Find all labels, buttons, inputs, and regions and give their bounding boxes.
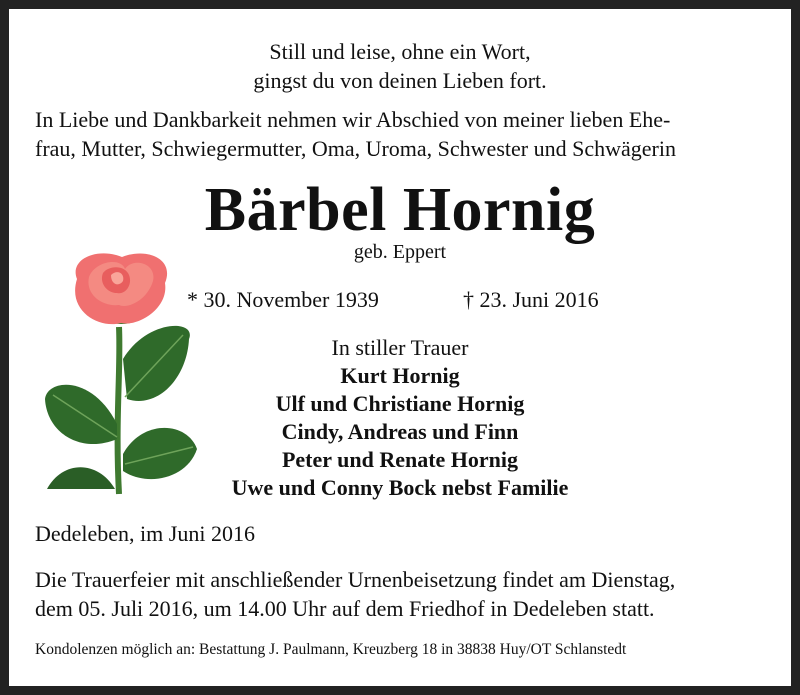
mourner-name: Uwe und Conny Bock nebst Familie (231, 475, 569, 500)
mourners-heading: In stiller Trauer (331, 335, 469, 360)
intro-line-1: In Liebe und Dankbarkeit nehmen wir Abschied von meiner lieben Ehe- (35, 107, 671, 132)
deceased-name: Bärbel Hornig (204, 176, 596, 244)
place-date: Dedeleben, im Juni 2016 (35, 521, 255, 546)
mourner-name: Peter und Renate Hornig (281, 447, 519, 472)
poem-line-1: Still und leise, ohne ein Wort, (269, 39, 531, 64)
poem-line-2: gingst du von deinen Lieben fort. (253, 68, 547, 93)
death-date: † 23. Juni 2016 (463, 287, 599, 312)
funeral-line-1: Die Trauerfeier mit anschließender Urnenbeisetzung findet am Dienstag, (35, 567, 676, 592)
mourner-name: Ulf und Christiane Hornig (275, 391, 525, 416)
mourner-name: Cindy, Andreas und Finn (281, 419, 519, 444)
rose-icon (37, 249, 207, 499)
birth-date: * 30. November 1939 (187, 287, 379, 312)
funeral-line-2: dem 05. Juli 2016, um 14.00 Uhr auf dem Friedhof in Dedeleben statt. (35, 596, 655, 621)
mourner-name: Kurt Hornig (340, 363, 460, 388)
condolences-info: Kondolenzen möglich an: Bestattung J. Paulmann, Kreuzberg 18 in 38838 Huy/OT Schlanstedt (35, 641, 627, 658)
maiden-name: geb. Eppert (353, 241, 447, 263)
intro-line-2: frau, Mutter, Schwiegermutter, Oma, Uroma, Schwester und Schwägerin (35, 136, 676, 161)
